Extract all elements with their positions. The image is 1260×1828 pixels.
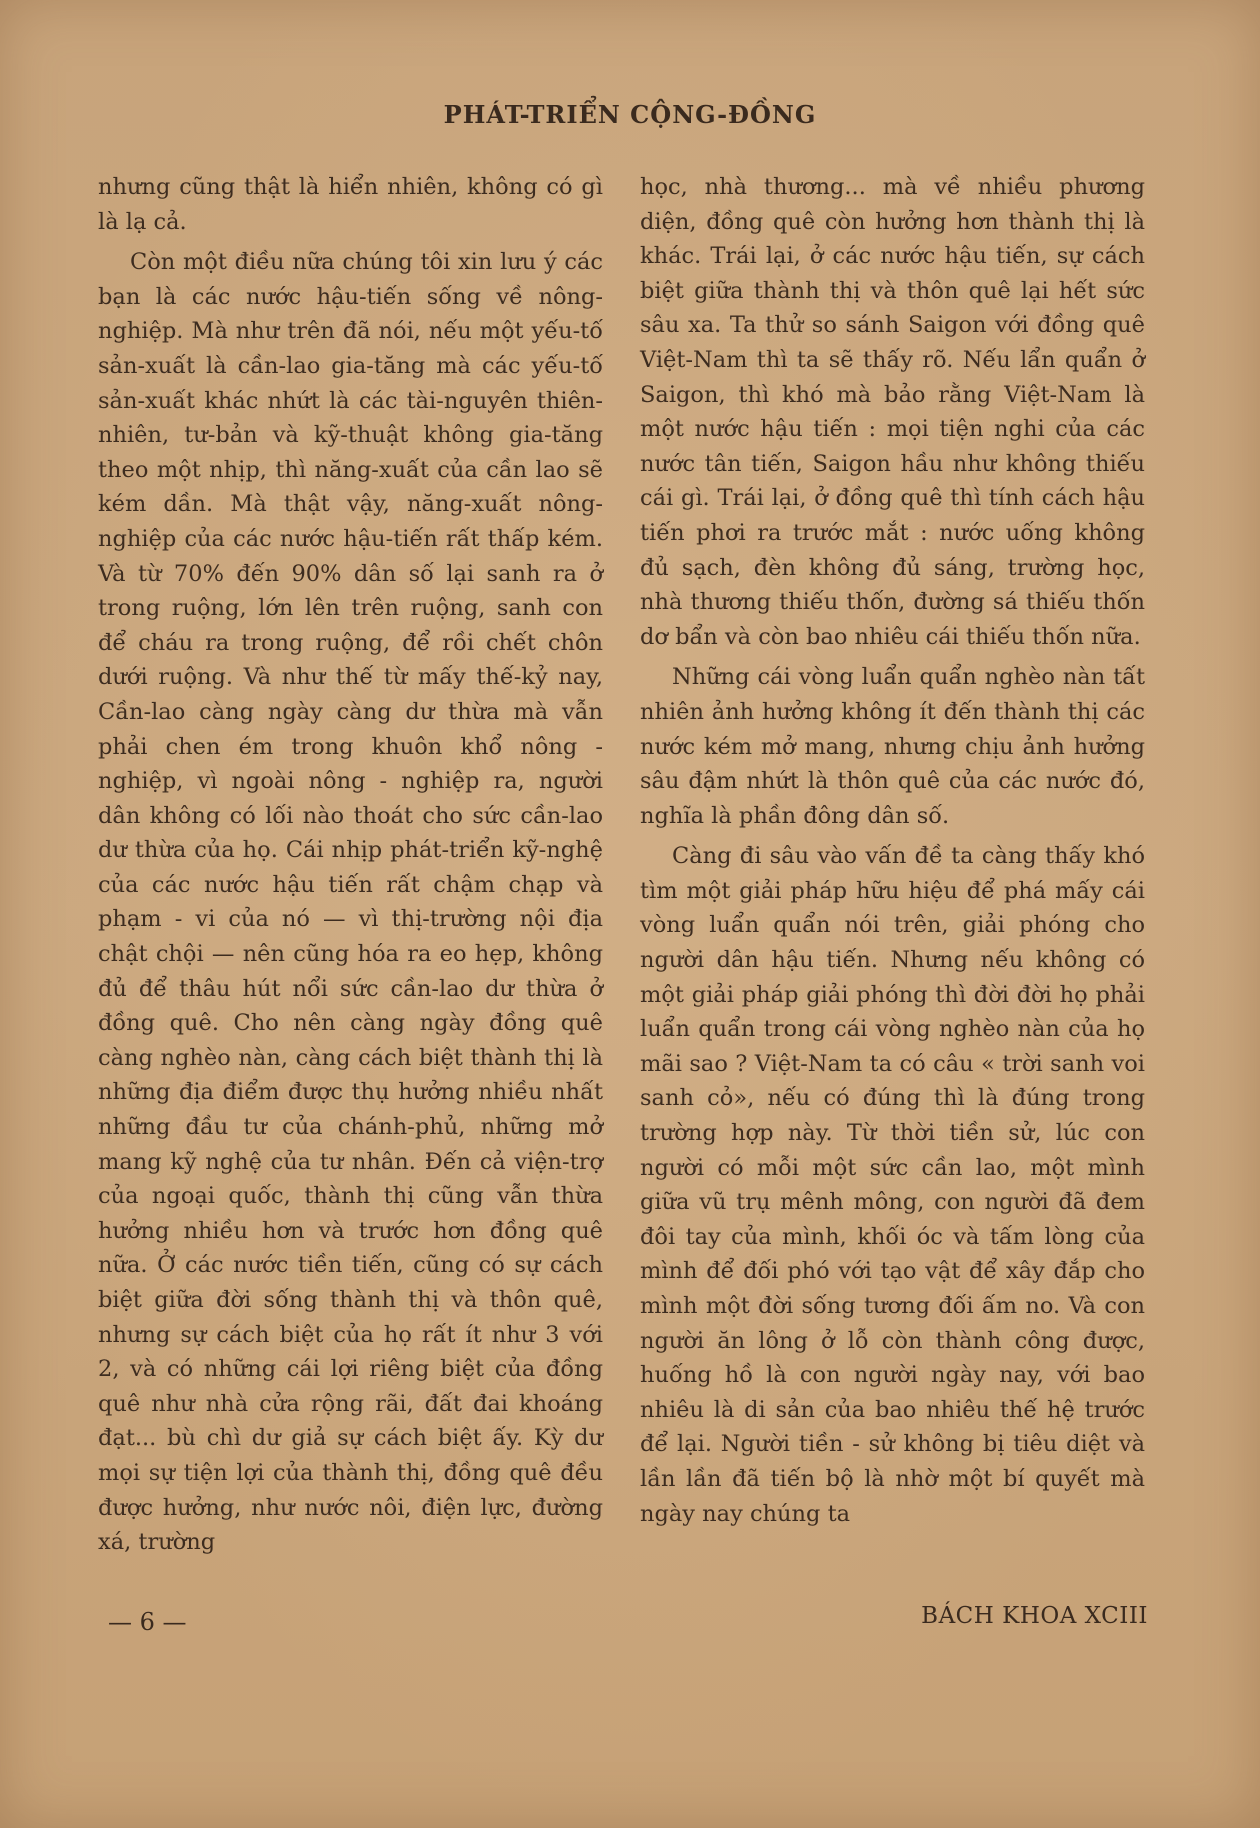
paragraph: Những cái vòng luẩn quẩn nghèo nàn tất nhiên ảnh hưởng không ít đến thành thị các nước kém mở mang, nhưng chịu ảnh hưởng sâu đậm nhứt là thôn quê của các nước đó, nghĩa là phần đông dân số.: [640, 664, 1145, 829]
paragraph: nhưng cũng thật là hiển nhiên, không có gì là lạ cả.: [98, 174, 603, 235]
paragraph: học, nhà thương... mà về nhiều phương diện, đồng quê còn hưởng hơn thành thị là khác. Trái lại, ở các nước hậu tiến, sự cách biệt giữa thành thị và thôn quê lại hết sức sâu xa. Ta thử so sánh Saigon với đồng quê Việt-Nam thì ta sẽ thấy rõ. Nếu lẩn quẩn ở Saigon, thì khó mà bảo rằng Việt-Nam là một nước hậu tiến : mọi tiện nghi của các nước tân tiến, Saigon hầu như không thiếu cái gì. Trái lại, ở đồng quê thì tính cách hậu tiến phơi ra trước mắt : nước uống không đủ sạch, đèn không đủ sáng, trường học, nhà thương thiếu thốn, đường sá thiếu thốn dơ bẩn và còn bao nhiêu cái thiếu thốn nữa.: [640, 174, 1145, 650]
page-number: — 6 —: [108, 1608, 187, 1636]
journal-footer: BÁCH KHOA XCIII: [921, 1603, 1148, 1629]
paragraph: Còn một điều nữa chúng tôi xin lưu ý các bạn là các nước hậu-tiến sống về nông-nghiệp. Mà như trên đã nói, nếu một yếu-tố sản-xuất là cần-lao gia-tăng mà các yếu-tố sản-xuất khác nhứt là các tài-nguyên thiên-nhiên, tư-bản và kỹ-thuật không gia-tăng theo một nhịp, thì năng-xuất của cần lao sẽ kém dần. Mà thật vậy, năng-xuất nông-nghiệp của các nước hậu-tiến rất thấp kém. Và từ 70% đến 90% dân số lại sanh ra ở trong ruộng, lớn lên trên ruộng, sanh con để cháu ra trong ruộng, để rồi chết chôn dưới ruộng. Và như thế từ mấy thế-kỷ nay, Cần-lao càng ngày càng dư thừa mà vẫn phải chen ém trong khuôn khổ nông - nghiệp, vì ngoài nông - nghiệp ra, người dân không có lối nào thoát cho sức cần-lao dư thừa của họ. Cái nhịp phát-triển kỹ-nghệ của các nước hậu tiến rất chậm chạp và phạm - vi của nó — vì thị-trường nội địa chật chội — nên cũng hóa ra eo hẹp, không đủ để thâu hút nổi sức cần-lao dư thừa ở đồng quê. Cho nên càng ngày đồng quê càng nghèo nàn, càng cách biệt thành thị là những địa điểm được thụ hưởng nhiều nhất những đầu tư của chánh-phủ, những mở mang kỹ nghệ của tư nhân. Đến cả viện-trợ của ngoại quốc, thành thị cũng vẫn thừa hưởng nhiều hơn và trước hơn đồng quê nữa. Ở các nước tiền tiến, cũng có sự cách biệt giữa đời sống thành thị và thôn quê, nhưng sự cách biệt của họ rất ít như 3 với 2, và có những cái lợi riêng biệt của đồng quê như nhà cửa rộng rãi, đất đai khoáng đạt... bù chì dư giả sự cách biệt ấy. Kỳ dư mọi sự tiện lợi của thành thị, đồng quê đều được hưởng, như nước nôi, điện lực, đường xá, trường: [98, 249, 603, 1556]
paragraph: Càng đi sâu vào vấn đề ta càng thấy khó tìm một giải pháp hữu hiệu để phá mấy cái vòng luẩn quẩn nói trên, giải phóng cho người dân hậu tiến. Nhưng nếu không có một giải pháp giải phóng thì đời đời họ phải luẩn quẩn trong cái vòng nghèo nàn của họ mãi sao ? Việt-Nam ta có câu « trời sanh voi sanh cỏ», nếu có đúng thì là đúng trong trường hợp này. Từ thời tiền sử, lúc con người có mỗi một sức cần lao, một mình giữa vũ trụ mênh mông, con người đã đem đôi tay của mình, khối óc và tấm lòng của mình để đối phó với tạo vật để xây đắp cho mình một đời sống tương đối ấm no. Và con người ăn lông ở lỗ còn thành công được, huống hồ là con người ngày nay, với bao nhiêu là di sản của bao nhiêu thế hệ trước để lại. Người tiền - sử không bị tiêu diệt và lần lần đã tiến bộ là nhờ một bí quyết mà ngày nay chúng ta: [640, 843, 1145, 1527]
left-column: [98, 170, 603, 1566]
running-header: PHÁT-TRIỂN CỘNG-ĐỒNG: [443, 100, 817, 129]
right-column: [640, 170, 1145, 1537]
